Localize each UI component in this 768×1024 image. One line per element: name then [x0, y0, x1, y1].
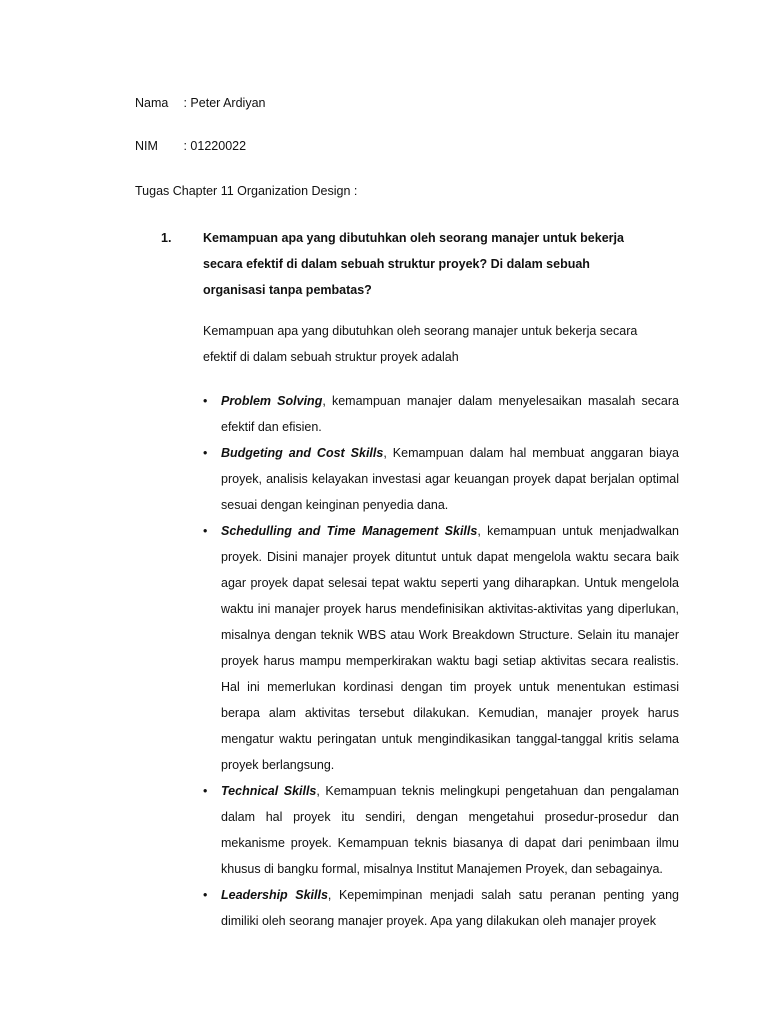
- answer-intro: Kemampuan apa yang dibutuhkan oleh seorang manajer untuk bekerja secara efektif di dalam sebuah struktur proyek adalah: [203, 324, 638, 364]
- bullet-icon: •: [203, 888, 208, 902]
- skill-term: Budgeting and Cost Skills: [221, 446, 384, 460]
- question-number: 1.: [161, 231, 172, 245]
- list-item: [203, 440, 679, 518]
- list-item: [203, 882, 679, 934]
- skill-term: Schedulling and Time Management Skills: [221, 524, 478, 538]
- skill-description: , kemampuan manajer dalam menyelesaikan masalah secara efektif dan efisien.: [221, 394, 679, 434]
- skill-term: Technical Skills: [221, 784, 317, 798]
- skill-description: , Kemampuan dalam hal membuat anggaran biaya proyek, analisis kelayakan investasi agar keuangan proyek dapat berjalan optimal sesuai dengan keinginan penyedia dana.: [221, 446, 679, 512]
- bullet-icon: •: [203, 784, 208, 798]
- question-text: Kemampuan apa yang dibutuhkan oleh seorang manajer untuk bekerja secara efektif di dalam sebuah struktur proyek? Di dalam sebuah organisasi tanpa pembatas?: [203, 231, 624, 297]
- name-value: : Peter Ardiyan: [183, 96, 266, 110]
- bullet-icon: •: [203, 394, 208, 408]
- skills-list: [203, 388, 679, 934]
- bullet-icon: •: [203, 446, 208, 460]
- list-item: [203, 778, 679, 882]
- assignment-title: Tugas Chapter 11 Organization Design :: [135, 184, 358, 198]
- nim-value: : 01220022: [183, 139, 247, 153]
- name-line: [135, 95, 265, 111]
- skill-description: , Kepemimpinan menjadi salah satu peranan penting yang dimiliki oleh seorang manajer proyek. Apa yang dilakukan oleh manajer proyek: [221, 888, 680, 928]
- skill-term: Problem Solving: [221, 394, 323, 408]
- name-label: Nama: [135, 96, 169, 110]
- skill-term: Leadership Skills: [221, 888, 328, 902]
- list-item: [203, 388, 679, 440]
- list-item: [203, 518, 679, 778]
- skill-description: , Kemampuan teknis melingkupi pengetahuan dan pengalaman dalam hal proyek itu sendiri, dengan mengetahui prosedur-prosedur dan mekanisme proyek. Kemampuan teknis biasanya di dapat dari penimbaan ilmu khusus di bangku formal, misalnya Institut Manajemen Proyek, dan sebagainya.: [221, 784, 679, 876]
- nim-label: NIM: [135, 139, 158, 153]
- bullet-icon: •: [203, 524, 208, 538]
- skill-description: , kemampuan untuk menjadwalkan proyek. Disini manajer proyek dituntut untuk dapat mengelola waktu secara baik agar proyek dapat selesai tepat waktu seperti yang diharapkan. Untuk mengelola waktu ini manajer proyek harus mendefinisikan aktivitas-aktivitas yang diperlukan, misalnya dengan teknik WBS atau Work Breakdown Structure. Selain itu manajer proyek harus mampu memperkirakan waktu bagi setiap aktivitas secara realistis. Hal ini memerlukan kordinasi dengan tim proyek untuk menentukan estimasi berapa alam aktivitas tersebut dilakukan. Kemudian, manajer proyek harus mengatur waktu peringatan untuk mengindikasikan tanggal-tanggal kritis selama proyek berlangsung.: [221, 524, 680, 772]
- nim-line: [135, 138, 246, 154]
